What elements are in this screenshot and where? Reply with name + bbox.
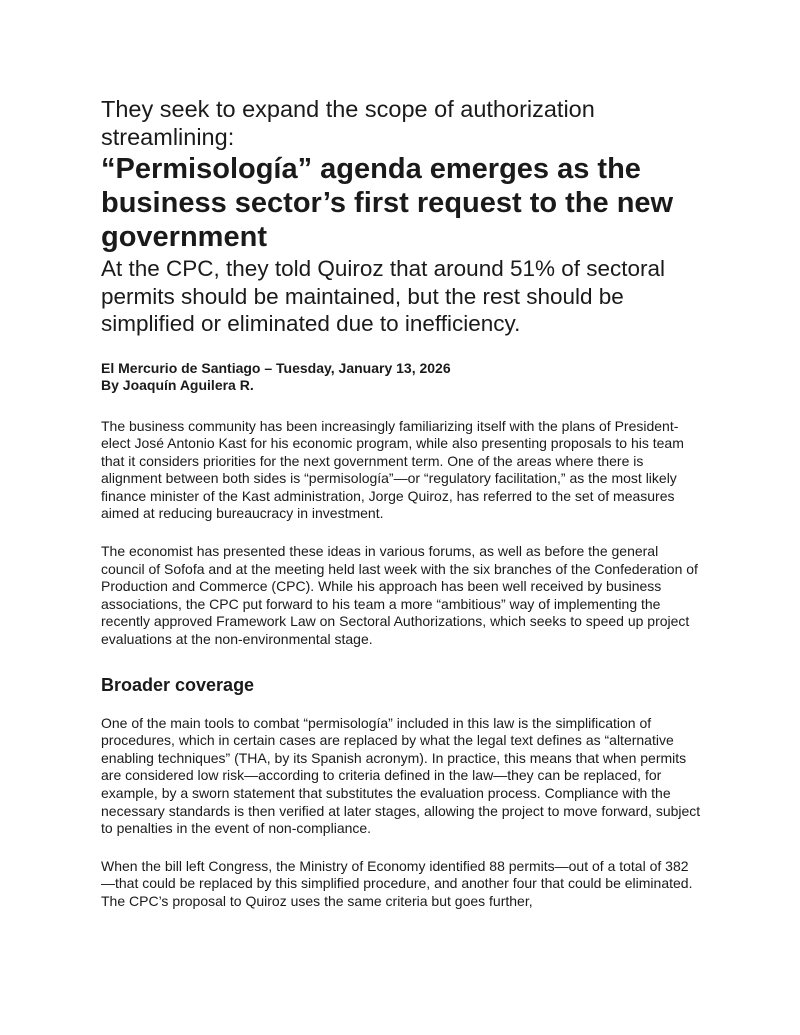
author-line: By Joaquín Aguilera R. xyxy=(101,377,254,393)
body-paragraph: The business community has been increasingly familiarizing itself with the plans of President-elect José Antonio Kast for his economic program, while also presenting proposals to his team that it considers priorities for the next government term. One of the areas where there is alignment between both sides is “permisología”—or “regulatory facilitation,” as the most likely finance minister of the Kast administration, Jorge Quiroz, has referred to the set of measures aimed at reducing bureaucracy in investment. xyxy=(101,417,684,522)
byline xyxy=(101,360,701,395)
article-headline: “Permisología” agenda emerges as the business sector’s first request to the new government xyxy=(101,153,674,253)
body-paragraph: One of the main tools to combat “permisología” included in this law is the simplification of procedures, which in certain cases are replaced by what the legal text defines as “alternative enabling techniques” (THA, by its Spanish acronym). In practice, this means that when permits are considered low risk—according to criteria defined in the law—they can be replaced, for example, by a sworn statement that substitutes the evaluation process. Compliance with the necessary standards is then verified at later stages, allowing the project to move forward, subject to penalties in the event of non-compliance. xyxy=(101,714,701,837)
body-paragraph: The economist has presented these ideas in various forums, as well as before the general council of Sofofa and at the meeting held last week with the six branches of the Confederation of Production and Commerce (CPC). While his approach has been well received by business associations, the CPC put forward to his team a more “ambitious” way of implementing the recently approved Framework Law on Sectoral Authorizations, which seeks to speed up project evaluations at the non-environmental stage. xyxy=(101,543,698,648)
body-paragraph: When the bill left Congress, the Ministry of Economy identified 88 permits—out of a total of 382—that could be replaced by this simplified procedure, and another four that could be eliminated. The CPC’s proposal to Quiroz uses the same criteria but goes further, xyxy=(101,857,693,909)
article-kicker: They seek to expand the scope of authorization streamlining: xyxy=(101,96,595,150)
source-line: El Mercurio de Santiago – Tuesday, January 13, 2026 xyxy=(101,359,451,376)
article xyxy=(101,95,701,911)
article-subhead: At the CPC, they told Quiroz that around 51% of sectoral permits should be maintained, but the rest should be simplified or eliminated due to inefficiency. xyxy=(101,256,666,336)
section-heading: Broader coverage xyxy=(101,674,255,695)
